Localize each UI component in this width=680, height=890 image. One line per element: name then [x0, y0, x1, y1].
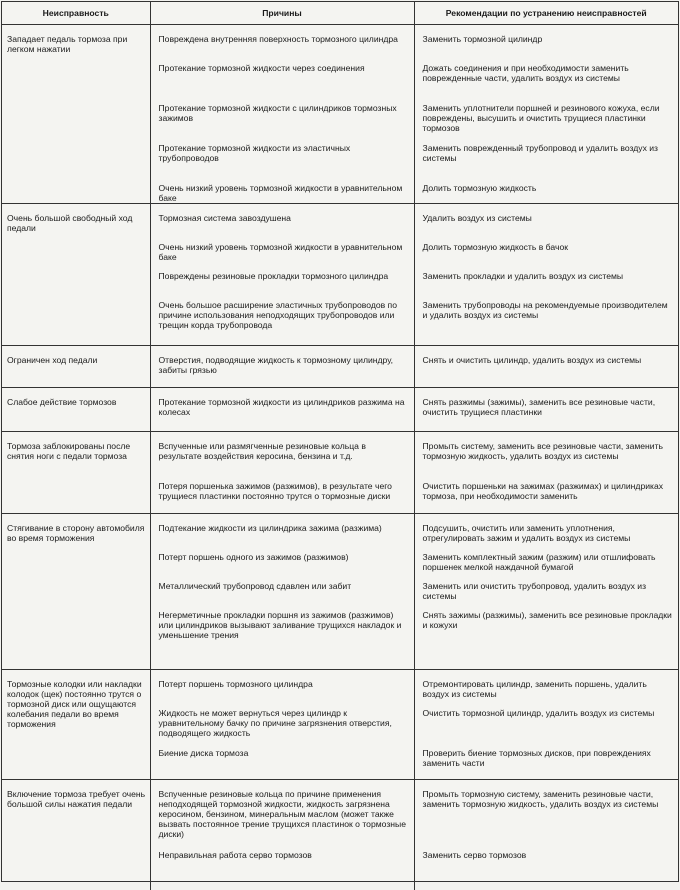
fault-cell [2, 346, 150, 388]
fault-text: Очень большой свободный ход педали [7, 213, 133, 233]
causes-cell [150, 780, 414, 890]
recommendation-item: Снять зажимы (разжимы), заменить все резиновые прокладки и кожухи [422, 610, 672, 630]
cause-item: Очень низкий уровень тормозной жидкости в уравнительном баке [158, 242, 403, 262]
recommendation-item: Очистить тормозной цилиндр, удалить воздух из системы [422, 708, 655, 718]
fault-cell [2, 780, 150, 890]
recommendation-item: Заменить или очистить трубопровод, удалить воздух из системы [422, 581, 647, 601]
recommendation-item: Заменить уплотнители поршней и резинового кожуха, если повреждены, высушить и очистить трущиеся пластинки тормозов [422, 103, 660, 133]
recommendation-item: Снять и очистить цилиндр, удалить воздух из системы [422, 355, 642, 365]
recommendations-cell [414, 514, 678, 670]
recommendation-item: Заменить трубопроводы на рекомендуемые производителем и удалить воздух из системы [422, 300, 668, 320]
causes-cell [150, 204, 414, 346]
table-row [2, 204, 678, 346]
fault-text: Слабое действие тормозов [7, 397, 117, 407]
table-row [2, 780, 678, 890]
cause-item: Металлический трубопровод сдавлен или забит [158, 581, 352, 591]
header-causes: Причины [150, 2, 414, 25]
cause-item: Отверстия, подводящие жидкость к тормозному цилиндру, забиты грязью [158, 355, 394, 375]
recommendations-cell [414, 670, 678, 780]
table-row [2, 432, 678, 514]
cause-item: Подтекание жидкости из цилиндрика зажима (разжима) [158, 523, 382, 533]
fault-table [2, 2, 678, 890]
recommendation-item: Заменить поврежденный трубопровод и удалить воздух из системы [422, 143, 659, 163]
recommendations-cell [414, 204, 678, 346]
recommendation-item: Заменить комплектный зажим (разжим) или отшлифовать поршенек мелкой наждачной бумагой [422, 552, 656, 572]
cause-item: Протекание тормозной жидкости с цилиндриков тормозных зажимов [158, 103, 397, 123]
fault-cell [2, 670, 150, 780]
recommendation-item: Заменить прокладки и удалить воздух из системы [422, 271, 624, 281]
cause-item: Биение диска тормоза [158, 748, 249, 758]
recommendations-cell [414, 432, 678, 514]
cause-item: Вспученные или размягченные резиновые кольца в результате воздействия керосина, бензина и т.д. [158, 441, 366, 461]
cause-item: Жидкость не может вернуться через цилиндр к уравнительному бачку по причине загрязнения отверстия, подводящего жидкость [158, 708, 392, 738]
causes-cell [150, 388, 414, 432]
cause-item: Потеря поршенька зажимов (разжимов), в результате чего трущиеся пластинки постоянно трутся о тормозные диски [158, 481, 392, 501]
recommendation-item: Очистить поршеньки на зажимах (разжимах) и цилиндриках тормоза, при необходимости заменить [422, 481, 664, 501]
fault-text: Стягивание в сторону автомобиля во время торможения [7, 523, 145, 543]
cause-item: Неправильная работа серво тормозов [158, 850, 312, 860]
recommendations-cell [414, 346, 678, 388]
recommendation-item: Промыть систему, заменить все резиновые части, заменить тормозную жидкость, удалить воздух из системы [422, 441, 664, 461]
table-row [2, 25, 678, 204]
cause-item: Негерметичные прокладки поршня из зажимов (разжимов) или цилиндриков вызывают заливание трущихся накладок и уменьшение трения [158, 610, 402, 640]
recommendations-cell [414, 780, 678, 890]
fault-table-page [1, 1, 679, 882]
cause-item: Потерт поршень тормозного цилиндра [158, 679, 313, 689]
recommendation-item: Заменить серво тормозов [422, 850, 527, 860]
recommendation-item: Проверить биение тормозных дисков, при повреждениях заменить части [422, 748, 651, 768]
recommendation-item: Удалить воздух из системы [422, 213, 532, 223]
fault-text: Тормоза заблокированы после снятия ноги с педали тормоза [7, 441, 131, 461]
recommendation-item: Отремонтировать цилиндр, заменить поршень, удалить воздух из системы [422, 679, 647, 699]
cause-item: Очень низкий уровень тормозной жидкости в уравнительном баке [158, 183, 403, 203]
fault-cell [2, 25, 150, 204]
fault-cell [2, 204, 150, 346]
causes-cell [150, 346, 414, 388]
causes-cell [150, 25, 414, 204]
recommendation-item: Заменить тормозной цилиндр [422, 34, 543, 44]
table-header-row [2, 2, 678, 25]
causes-cell [150, 670, 414, 780]
header-fault: Неисправность [2, 2, 150, 25]
cause-item: Протекание тормозной жидкости из эластичных трубопроводов [158, 143, 351, 163]
table-body [2, 25, 678, 890]
cause-item: Протекание тормозной жидкости через соединения [158, 63, 365, 73]
recommendations-cell [414, 388, 678, 432]
cause-item: Повреждена внутренняя поверхность тормозного цилиндра [158, 34, 398, 44]
fault-cell [2, 514, 150, 670]
causes-cell [150, 432, 414, 514]
recommendation-item: Долить тормозную жидкость в бачок [422, 242, 569, 252]
cause-item: Протекание тормозной жидкости из цилиндриков разжима на колесах [158, 397, 405, 417]
recommendation-item: Подсушить, очистить или заменить уплотнения, отрегулировать зажим и удалить воздух из системы [422, 523, 631, 543]
cause-item: Потерт поршень одного из зажимов (разжимов) [158, 552, 349, 562]
cause-item: Очень большое расширение эластичных трубопроводов по причине использования неподходящих трубопроводов или трещин корда трубопровода [158, 300, 397, 330]
table-row [2, 346, 678, 388]
fault-cell [2, 388, 150, 432]
causes-cell [150, 514, 414, 670]
recommendation-item: Снять разжимы (зажимы), заменить все резиновые части, очистить трущиеся пластинки [422, 397, 656, 417]
fault-text: Тормозные колодки или накладки колодок (щек) постоянно трутся о тормозной диск или ощущаются колебания педали во время торможения [7, 679, 142, 729]
cause-item: Повреждены резиновые прокладки тормозного цилиндра [158, 271, 389, 281]
recommendations-cell [414, 25, 678, 204]
cause-item: Тормозная система завоздушена [158, 213, 291, 223]
fault-text: Западает педаль тормоза при легком нажатии [7, 34, 128, 54]
table-row [2, 388, 678, 432]
cause-item: Вспученные резиновые кольца по причине применения неподходящей тормозной жидкости, жидкость загрязнена керосином, бензином, минеральным маслом (может также вызвать постоянное трение трущихся пластинок о тормозные диски) [158, 789, 406, 839]
recommendation-item: Долить тормозную жидкость [422, 183, 537, 193]
fault-text: Ограничен ход педали [7, 355, 98, 365]
recommendation-item: Промыть тормозную систему, заменить резиновые части, заменить тормозную жидкость, удалить воздух из системы [422, 789, 659, 809]
header-recommendations: Рекомендации по устранению неисправностей [414, 2, 678, 25]
fault-text: Включение тормоза требует очень большой силы нажатия педали [7, 789, 146, 809]
table-row [2, 514, 678, 670]
recommendation-item: Дожать соединения и при необходимости заменить поврежденные части, удалить воздух из системы [422, 63, 629, 83]
fault-cell [2, 432, 150, 514]
table-row [2, 670, 678, 780]
